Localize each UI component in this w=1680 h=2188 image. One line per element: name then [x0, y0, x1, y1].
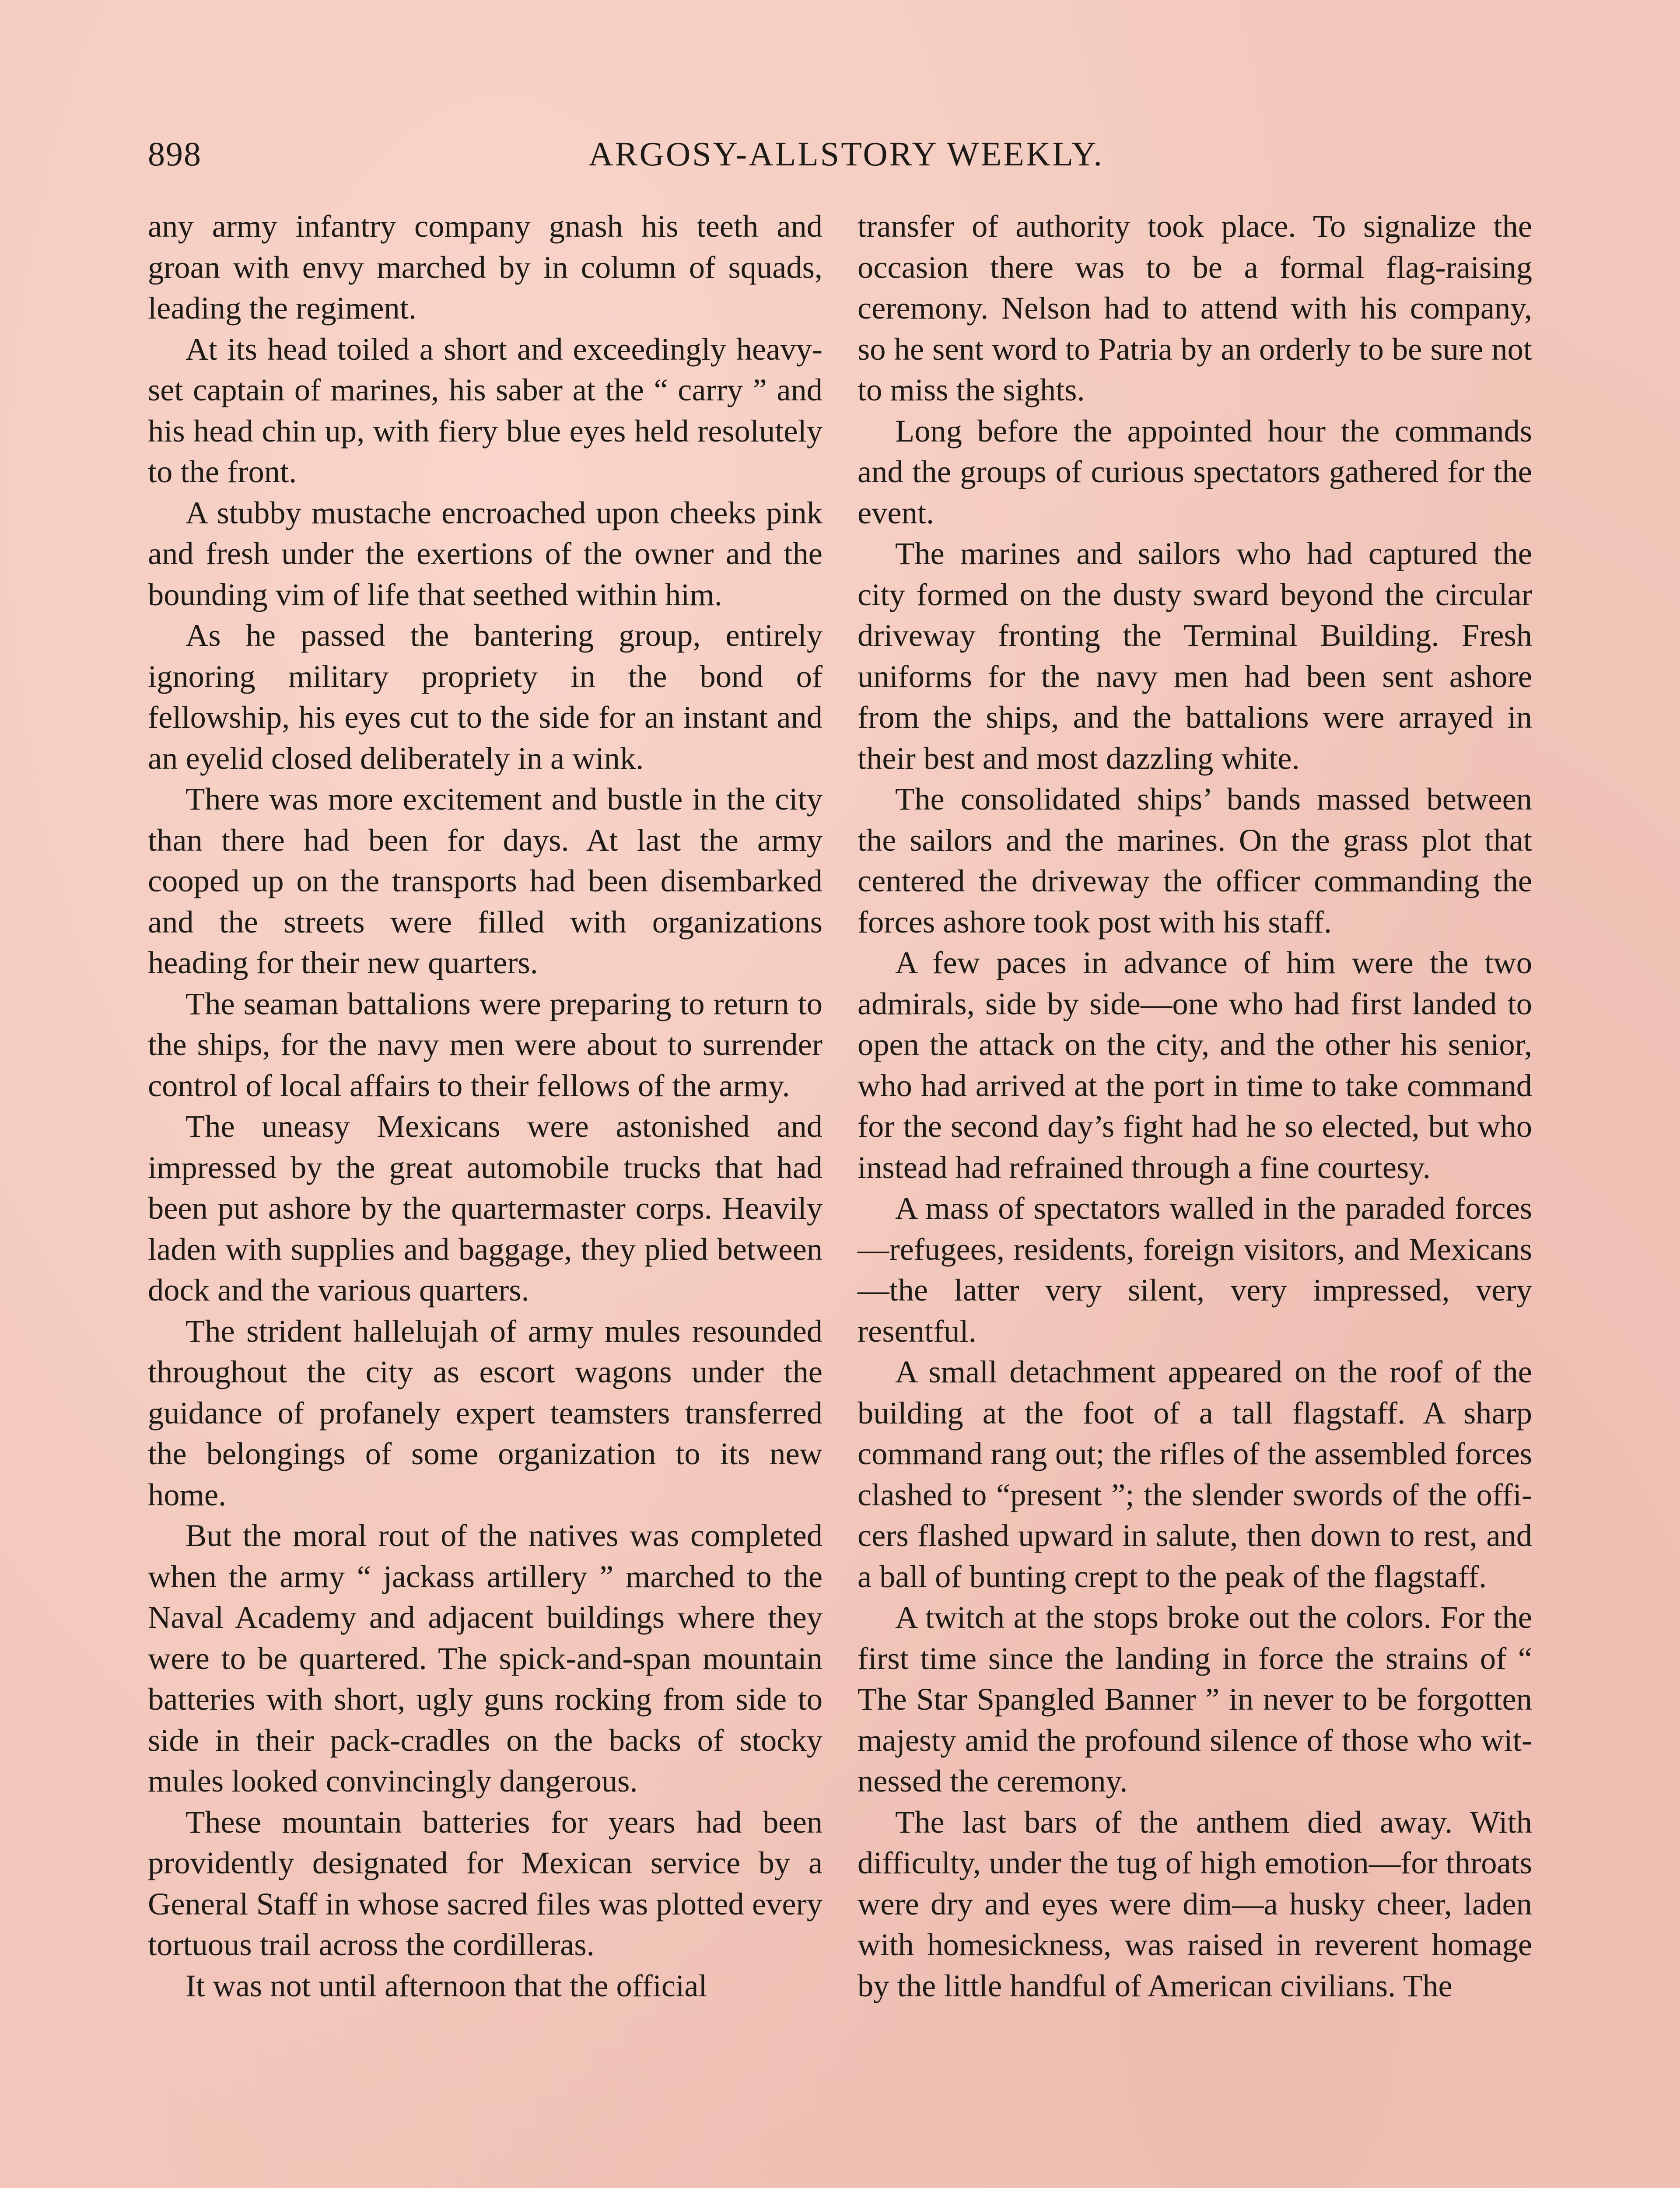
- left-column: [148, 206, 822, 2188]
- paragraph: But the moral rout of the natives was completed when the army “ jackass artillery ” marched to the Naval Academy and adjacent buildings where they were to be quartered. The spick-and-span mountain batteries with short, ugly guns rocking from side to side in their pack-cradles on the backs of stocky mules looked convincingly dangerous.: [148, 1518, 822, 1799]
- paragraph: Long before the appointed hour the commands and the groups of curious spectators gathered for the event.: [858, 413, 1532, 530]
- page-header: [148, 128, 1544, 180]
- running-title: ARGOSY-ALLSTORY WEEKLY.: [588, 135, 1104, 173]
- paragraph: The consolidated ships’ bands massed between the sailors and the marines. On the grass plot that centered the driveway the officer commanding the forces ashore took post with his staff.: [858, 781, 1532, 940]
- paragraph: A few paces in advance of him were the two admirals, side by side—one who had first landed to open the attack on the city, and the other his senior, who had arrived at the port in time to take command for the second day’s fight had he so elected, but who instead had refrained through a fine courtesy.: [858, 945, 1532, 1185]
- paragraph: any army infantry company gnash his teeth and groan with envy marched by in column of squads, leading the regiment.: [148, 208, 822, 326]
- paragraph: It was not until afternoon that the official: [186, 1967, 707, 2003]
- paragraph: The uneasy Mexicans were astonished and impressed by the great automobile trucks that had been put ashore by the quartermaster corps. Heavily laden with supplies and baggage, they plied between dock and the various quarters.: [148, 1108, 822, 1308]
- paragraph: These mountain batteries for years had been providently designated for Mexican service by a General Staff in whose sacred files was plotted every tortuous trail across the cordilleras.: [148, 1804, 822, 1962]
- paragraph: The last bars of the anthem died away. With difficulty, under the tug of high emotion—for throats were dry and eyes were dim—a husky cheer, laden with homesickness, was raised in reverent homage by the little handful of American civilians. The: [858, 1804, 1532, 2003]
- paragraph: As he passed the bantering group, entirely ignoring military propriety in the bond of fellowship, his eyes cut to the side for an instant and an eyelid closed deliberately in a wink.: [148, 617, 822, 776]
- paragraph: The strident hallelujah of army mules resounded throughout the city as escort wagons under the guidance of profanely expert teamsters transferred the belongings of some organization to its new home.: [148, 1313, 822, 1512]
- paragraph: A stubby mustache encroached upon cheeks pink and fresh under the exertions of the owner and the bounding vim of life that seethed within him.: [148, 494, 822, 612]
- paragraph: transfer of authority took place. To signalize the occasion there was to be a formal flag-raising ceremony. Nelson had to attend with his company, so he sent word to Patria by an orderly to be sure not to miss the sights.: [858, 208, 1532, 407]
- paragraph: The marines and sailors who had captured the city formed on the dusty sward beyond the circular driveway fronting the Terminal Building. Fresh uniforms for the navy men had been sent ashore from the ships, and the battalions were arrayed in their best and most dazzling white.: [858, 536, 1532, 776]
- paragraph: At its head toiled a short and exceedingly heavy-set captain of marines, his saber at the “ carry ” and his head chin up, with fiery blue eyes held resolutely to the front.: [148, 331, 822, 489]
- paragraph: The seaman battalions were preparing to return to the ships, for the navy men were about to surrender control of local affairs to their fellows of the army.: [148, 985, 822, 1103]
- paragraph: A twitch at the stops broke out the colors. For the first time since the landing in force the strains of “ The Star Spangled Banner ” in never to be forgotten majesty amid the profound silence of those who witnessed the ceremony.: [858, 1599, 1532, 1799]
- page-number: 898: [148, 135, 202, 173]
- right-column: [858, 206, 1532, 2188]
- paragraph: A small detachment appeared on the roof of the building at the foot of a tall flagstaff. A sharp command rang out; the rifles of the assembled forces clashed to “present ”; the slender swords of the officers flashed upward in salute, then down to rest, and a ball of bunting crept to the peak of the flagstaff.: [858, 1354, 1532, 1594]
- paragraph: There was more excitement and bustle in the city than there had been for days. At last the army cooped up on the transports had been disembarked and the streets were filled with organizations heading for their new quarters.: [148, 781, 822, 980]
- paragraph: A mass of spectators walled in the paraded forces—refugees, residents, foreign visitors, and Mexicans—the latter very silent, very impressed, very resentful.: [858, 1190, 1532, 1349]
